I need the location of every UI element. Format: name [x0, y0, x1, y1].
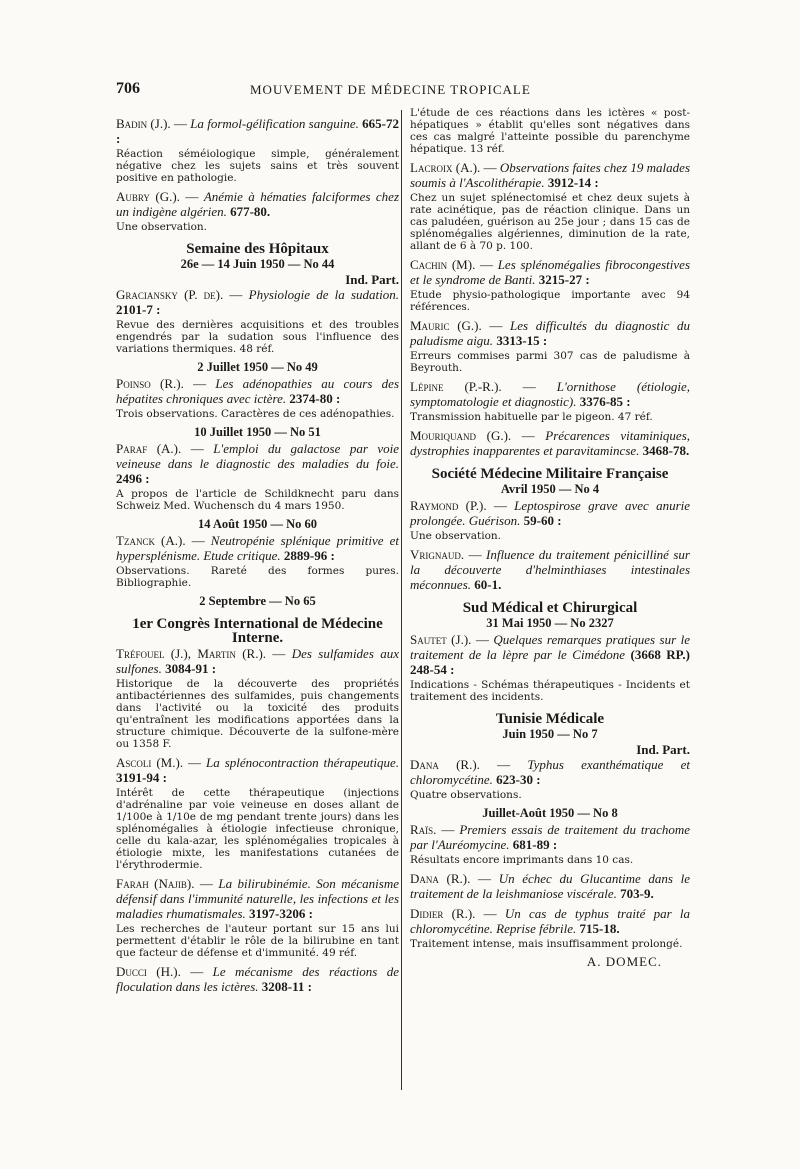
- entry-citation: Farah (Najib). — La bilirubinémie. Son mécanisme défensif dans l'immunité naturelle, les infections et les maladies rhumatismales. 3197-3206 :: [116, 876, 399, 921]
- entry-author: Paraf (A.).: [116, 441, 182, 456]
- entry-citation: Mauric (G.). — Les difficultés du diagnostic du paludisme aigu. 3313-15 :: [410, 318, 691, 348]
- entry-title: La formol-gélification sanguine.: [190, 116, 359, 131]
- entry-title: Précarences vitaminiques, dystrophies inapparentes et paravitamincse.: [410, 428, 691, 458]
- entry-author: Mauric (G.).: [410, 318, 482, 333]
- entry-abstract: Traitement intense, mais insuffisamment prolongé.: [410, 938, 683, 950]
- bibliography-entry: [410, 871, 690, 901]
- entry-citation: Graciansky (P. de). — Physiologie de la sudation. 2101-7 :: [116, 287, 399, 317]
- entry-abstract: Trois observations. Caractères de ces adénopathies.: [116, 408, 395, 420]
- issue-heading: Juillet-Août 1950 — No 8: [482, 806, 618, 820]
- entry-author: Dana (R.).: [410, 757, 480, 772]
- entry-author: Farah (Najib).: [116, 876, 195, 891]
- issue-heading: 31 Mai 1950 — No 2327: [486, 616, 614, 630]
- entry-pages: 3313-15 :: [496, 333, 548, 348]
- entry-citation: Vrignaud. — Influence du traitement pénicilliné sur la découverte d'helminthiases intestinales méconnues. 60-1.: [410, 547, 690, 592]
- entry-author: Didier (R.).: [410, 906, 476, 921]
- issue-heading: Juin 1950 — No 7: [502, 727, 598, 741]
- bibliography-entry: [410, 547, 690, 592]
- bibliography-entry: [410, 906, 690, 950]
- entry-pages: 2374-80 :: [289, 391, 341, 406]
- entry-title: Observations faites chez 19 malades soumis à l'Ascolithérapie.: [410, 160, 690, 190]
- entry-author: Dana (R.).: [410, 871, 471, 886]
- entry-pages: 665-72 :: [116, 116, 400, 146]
- entry-title: Quelques remarques pratiques sur le traitement de la lèpre par le Cimédone: [410, 632, 691, 662]
- entry-citation: Lépine (P.-R.). — L'ornithose (étiologie, symptomatologie et diagnostic). 3376-85 :: [410, 379, 690, 409]
- issue-heading: Avril 1950 — No 4: [500, 482, 600, 496]
- entry-author: Ascoli (M.).: [116, 755, 184, 770]
- entry-pages: 3215-27 :: [538, 272, 590, 287]
- bibliography-entry: [116, 533, 399, 589]
- entry-pages: 2889-96 :: [283, 548, 335, 563]
- journal-heading: Société Médecine Militaire Française: [431, 466, 669, 482]
- entry-title: Les difficultés du diagnostic du paludisme aigu.: [410, 318, 691, 348]
- journal-heading: Semaine des Hôpitaux: [186, 241, 329, 257]
- bibliography-entry: [410, 318, 690, 374]
- bibliography-entry: [410, 757, 690, 801]
- entry-pages: 703-9.: [620, 886, 654, 901]
- bibliography-entry: [410, 822, 690, 866]
- entry-abstract: L'étude de ces réactions dans les ictères « post-hépatiques » établit qu'elles sont négatives dans ces cas malgré l'atteinte possible du parenchyme hépatique. 13 réf.: [410, 107, 690, 155]
- bibliography-entry: [116, 189, 399, 233]
- entry-title: La bilirubinémie. Son mécanisme défensif dans l'immunité naturelle, les infections et les maladies rhumatismales.: [116, 876, 399, 921]
- bibliography-entry: [410, 107, 690, 155]
- entry-pages: 3468-78.: [642, 443, 690, 458]
- entry-abstract: Réaction séméiologique simple, généralement négative chez les sujets sains et très souvent positive en pathologie.: [116, 148, 399, 184]
- entry-title: L'ornithose (étiologie, symptomatologie et diagnostic).: [410, 379, 690, 409]
- entry-author: Raïs.: [410, 822, 437, 837]
- entry-title: Les adénopathies au cours des hépatites chroniques avec ictère.: [116, 376, 400, 406]
- entry-pages: 2496 :: [116, 471, 150, 486]
- entry-citation: Tréfouel (J.), Martin (R.). — Des sulfamides aux sulfones. 3084-91 :: [116, 646, 399, 676]
- entry-title: Physiologie de la sudation.: [248, 287, 399, 302]
- page-number: 706: [116, 80, 140, 97]
- entry-pages: 715-18.: [579, 921, 620, 936]
- entry-abstract: Revue des dernières acquisitions et des troubles engendrés par la sudation sous l'influence des variations thermiques. 48 réf.: [116, 319, 399, 355]
- entry-pages: 677-80.: [230, 204, 271, 219]
- entry-citation: Didier (R.). — Un cas de typhus traité par la chloromycétine. Reprise fébrile. 715-18.: [410, 906, 690, 936]
- issue-heading: 2 Juillet 1950 — No 49: [197, 360, 318, 374]
- entry-citation: Poinso (R.). — Les adénopathies au cours des hépatites chroniques avec ictère. 2374-80 :: [116, 376, 400, 406]
- entry-abstract: Une observation.: [410, 530, 502, 542]
- bibliography-entry: [116, 876, 399, 959]
- entry-pages: 3376-85 :: [579, 394, 631, 409]
- entry-citation: Ascoli (M.). — La splénocontraction thérapeutique. 3191-94 :: [116, 755, 400, 785]
- entry-pages: 3208-11 :: [261, 979, 312, 994]
- journal-heading: 1er Congrès International de Médecine Interne.: [132, 616, 383, 646]
- bibliography-entry: [410, 498, 690, 542]
- left-column: [116, 116, 399, 999]
- entry-pages: 3197-3206 :: [249, 906, 313, 921]
- entry-pages: 3912-14 :: [547, 175, 599, 190]
- entry-pages: 623-30 :: [496, 772, 541, 787]
- entry-abstract: Historique de la découverte des propriétés antibactériennes des sulfamides, puis changements dans l'activité ou la toxicité des produits qu'entraînent les modifications apportées dans la structure chimique. Découverte de la sulfone-mère ou 1358 F.: [116, 678, 399, 750]
- entry-citation: Raïs. — Premiers essais de traitement du trachome par l'Auréomycine. 681-89 :: [410, 822, 691, 852]
- author-signature: A. DOMEC.: [586, 954, 662, 969]
- entry-author: Vrignaud.: [410, 547, 465, 562]
- column-divider: [401, 110, 402, 1090]
- journal-heading: Tunisie Médicale: [495, 711, 605, 727]
- issue-heading: 14 Août 1950 — No 60: [197, 517, 318, 531]
- entry-title: Les splénomégalies fibrocongestives et le syndrome de Banti.: [410, 257, 691, 287]
- bibliography-entry: [410, 379, 690, 423]
- entry-pages: 60-1.: [474, 577, 502, 592]
- entry-citation: Cachin (M). — Les splénomégalies fibrocongestives et le syndrome de Banti. 3215-27 :: [410, 257, 691, 287]
- bibliography-entry: [410, 632, 690, 703]
- entry-abstract: Chez un sujet splénectomisé et chez deux sujets à rate acinétique, pas de réaction clinique. Dans un cas paludéen, guérison au 25e jour ; dans 15 cas de splénomégalies algériennes, diminution de la rate, allant de 6 à 70 p. 100.: [410, 192, 690, 252]
- entry-pages: 3191-94 :: [116, 770, 167, 785]
- entry-abstract: Une observation.: [116, 221, 208, 233]
- issue-heading: 10 Juillet 1950 — No 51: [194, 425, 321, 439]
- entry-title: Un échec du Glucantime dans le traitement de la leishmaniose viscérale.: [410, 871, 691, 901]
- entry-pages: 2101-7 :: [116, 302, 161, 317]
- entry-author: Sautet (J.).: [410, 632, 472, 647]
- entry-citation: Ducci (H.). — Le mécanisme des réactions de floculation dans les ictères. 3208-11 :: [116, 964, 400, 994]
- entry-author: Mouriquand (G.).: [410, 428, 512, 443]
- entry-citation: Badin (J.). — La formol-gélification sanguine. 665-72 :: [116, 116, 400, 146]
- entry-author: Aubry (G.).: [116, 189, 180, 204]
- running-head: MOUVEMENT DE MÉDECINE TROPICALE: [250, 82, 531, 97]
- bibliography-entry: [116, 964, 399, 994]
- entry-abstract: Les recherches de l'auteur portant sur 15 ans lui permettent d'établir le rôle de la bilirubine en tant que facteur de défense et d'immunité. 49 réf.: [116, 923, 399, 959]
- entry-title: Typhus exanthématique et chloromycétine.: [410, 757, 691, 787]
- entry-citation: Raymond (P.). — Leptospirose grave avec anurie prolongée. Guérison. 59-60 :: [410, 498, 691, 528]
- entry-citation: Sautet (J.). — Quelques remarques pratiques sur le traitement de la lèpre par le Cimédone (3668 RP.) 248-54 :: [410, 632, 691, 677]
- entry-citation: Lacroix (A.). — Observations faites chez 19 malades soumis à l'Ascolithérapie. 3912-14 :: [410, 160, 690, 190]
- entry-citation: Aubry (G.). — Anémie à hématies falciformes chez un indigène algérien. 677-80.: [116, 189, 400, 219]
- bibliography-entry: [116, 755, 399, 871]
- entry-title: L'emploi du galactose par voie veineuse dans le diagnostic des maladies du foie.: [116, 441, 399, 471]
- entry-author: Graciansky (P. de).: [116, 287, 224, 302]
- entry-title: Des sulfamides aux sulfones.: [116, 646, 399, 676]
- entry-abstract: A propos de l'article de Schildknecht paru dans Schweiz Med. Wuchensch du 4 mars 1950.: [116, 488, 399, 512]
- entry-title: Le mécanisme des réactions de floculation dans les ictères.: [116, 964, 400, 994]
- right-column: [410, 105, 690, 969]
- entry-pages: 59-60 :: [523, 513, 562, 528]
- bibliography-entry: [116, 646, 399, 750]
- entry-abstract: Résultats encore imprimants dans 10 cas.: [410, 854, 634, 866]
- bibliography-entry: [116, 287, 399, 355]
- entry-citation: Dana (R.). — Typhus exanthématique et chloromycétine. 623-30 :: [410, 757, 691, 787]
- entry-author: Poinso (R.).: [116, 376, 184, 391]
- bibliography-entry: [116, 441, 399, 512]
- bibliography-entry: [116, 376, 399, 420]
- bibliography-entry: [116, 116, 399, 184]
- entry-pages: 3084-91 :: [165, 661, 217, 676]
- issue-heading: 26e — 14 Juin 1950 — No 44: [180, 257, 335, 271]
- entry-author: Lacroix (A.).: [410, 160, 481, 175]
- entry-abstract: Erreurs commises parmi 307 cas de paludisme à Beyrouth.: [410, 350, 690, 374]
- ind-part-label: Ind. Part.: [636, 742, 690, 757]
- entry-pages: (3668 RP.) 248-54 :: [410, 647, 690, 677]
- entry-title: Influence du traitement pénicilliné sur la découverte d'helminthiases intestinales méconnues.: [410, 547, 690, 592]
- issue-heading: 2 Septembre — No 65: [199, 594, 316, 608]
- entry-abstract: Transmission habituelle par le pigeon. 47 réf.: [410, 411, 653, 423]
- entry-author: Cachin (M).: [410, 257, 476, 272]
- entry-author: Ducci (H.).: [116, 964, 181, 979]
- entry-author: Raymond (P.).: [410, 498, 487, 513]
- entry-abstract: Indications - Schémas thérapeutiques - Incidents et traitement des incidents.: [410, 679, 690, 703]
- entry-abstract: Quatre observations.: [410, 789, 522, 801]
- entry-author: Tzanck (A.).: [116, 533, 186, 548]
- entry-title: Premiers essais de traitement du trachome par l'Auréomycine.: [410, 822, 691, 852]
- entry-citation: Tzanck (A.). — Neutropénie splénique primitive et hypersplénisme. Etude critique. 2889-96 :: [116, 533, 400, 563]
- ind-part-label: Ind. Part.: [345, 272, 399, 287]
- bibliography-entry: [410, 257, 690, 313]
- bibliography-entry: [410, 160, 690, 252]
- entry-author: Lépine (P.-R.).: [410, 379, 502, 394]
- entry-title: Un cas de typhus traité par la chloromycétine. Reprise fébrile.: [410, 906, 690, 936]
- entry-abstract: Etude physio-pathologique importante avec 94 références.: [410, 289, 690, 313]
- entry-pages: 681-89 :: [512, 837, 558, 852]
- entry-citation: Paraf (A.). — L'emploi du galactose par voie veineuse dans le diagnostic des maladies du foie. 2496 :: [116, 441, 399, 486]
- entry-abstract: Observations. Rareté des formes pures. Bibliographie.: [116, 565, 399, 589]
- entry-abstract: Intérêt de cette thérapeutique (injections d'adrénaline par voie veineuse en doses allant de 1/100e à 1/10e de mg pendant trente jours) dans les splénomégalies à étiologie infectieuse chronique, celle du kala-azar, les splénomégalies tropicales à étiologie mixte, les manifestations cutanées de l'érythrodermie.: [116, 787, 399, 871]
- entry-title: La splénocontraction thérapeutique.: [206, 755, 400, 770]
- entry-citation: Dana (R.). — Un échec du Glucantime dans le traitement de la leishmaniose viscérale. 703-9.: [410, 871, 691, 901]
- entry-author: Tréfouel (J.), Martin (R.).: [116, 646, 267, 661]
- entry-title: Leptospirose grave avec anurie prolongée. Guérison.: [410, 498, 691, 528]
- entry-title: Neutropénie splénique primitive et hypersplénisme. Etude critique.: [116, 533, 400, 563]
- bibliography-entry: [410, 428, 690, 458]
- entry-author: Badin (J.).: [116, 116, 171, 131]
- entry-title: Anémie à hématies falciformes chez un indigène algérien.: [116, 189, 400, 219]
- journal-heading: Sud Médical et Chirurgical: [462, 600, 638, 616]
- entry-citation: Mouriquand (G.). — Précarences vitaminiques, dystrophies inapparentes et paravitamincse. 3468-78.: [410, 428, 691, 458]
